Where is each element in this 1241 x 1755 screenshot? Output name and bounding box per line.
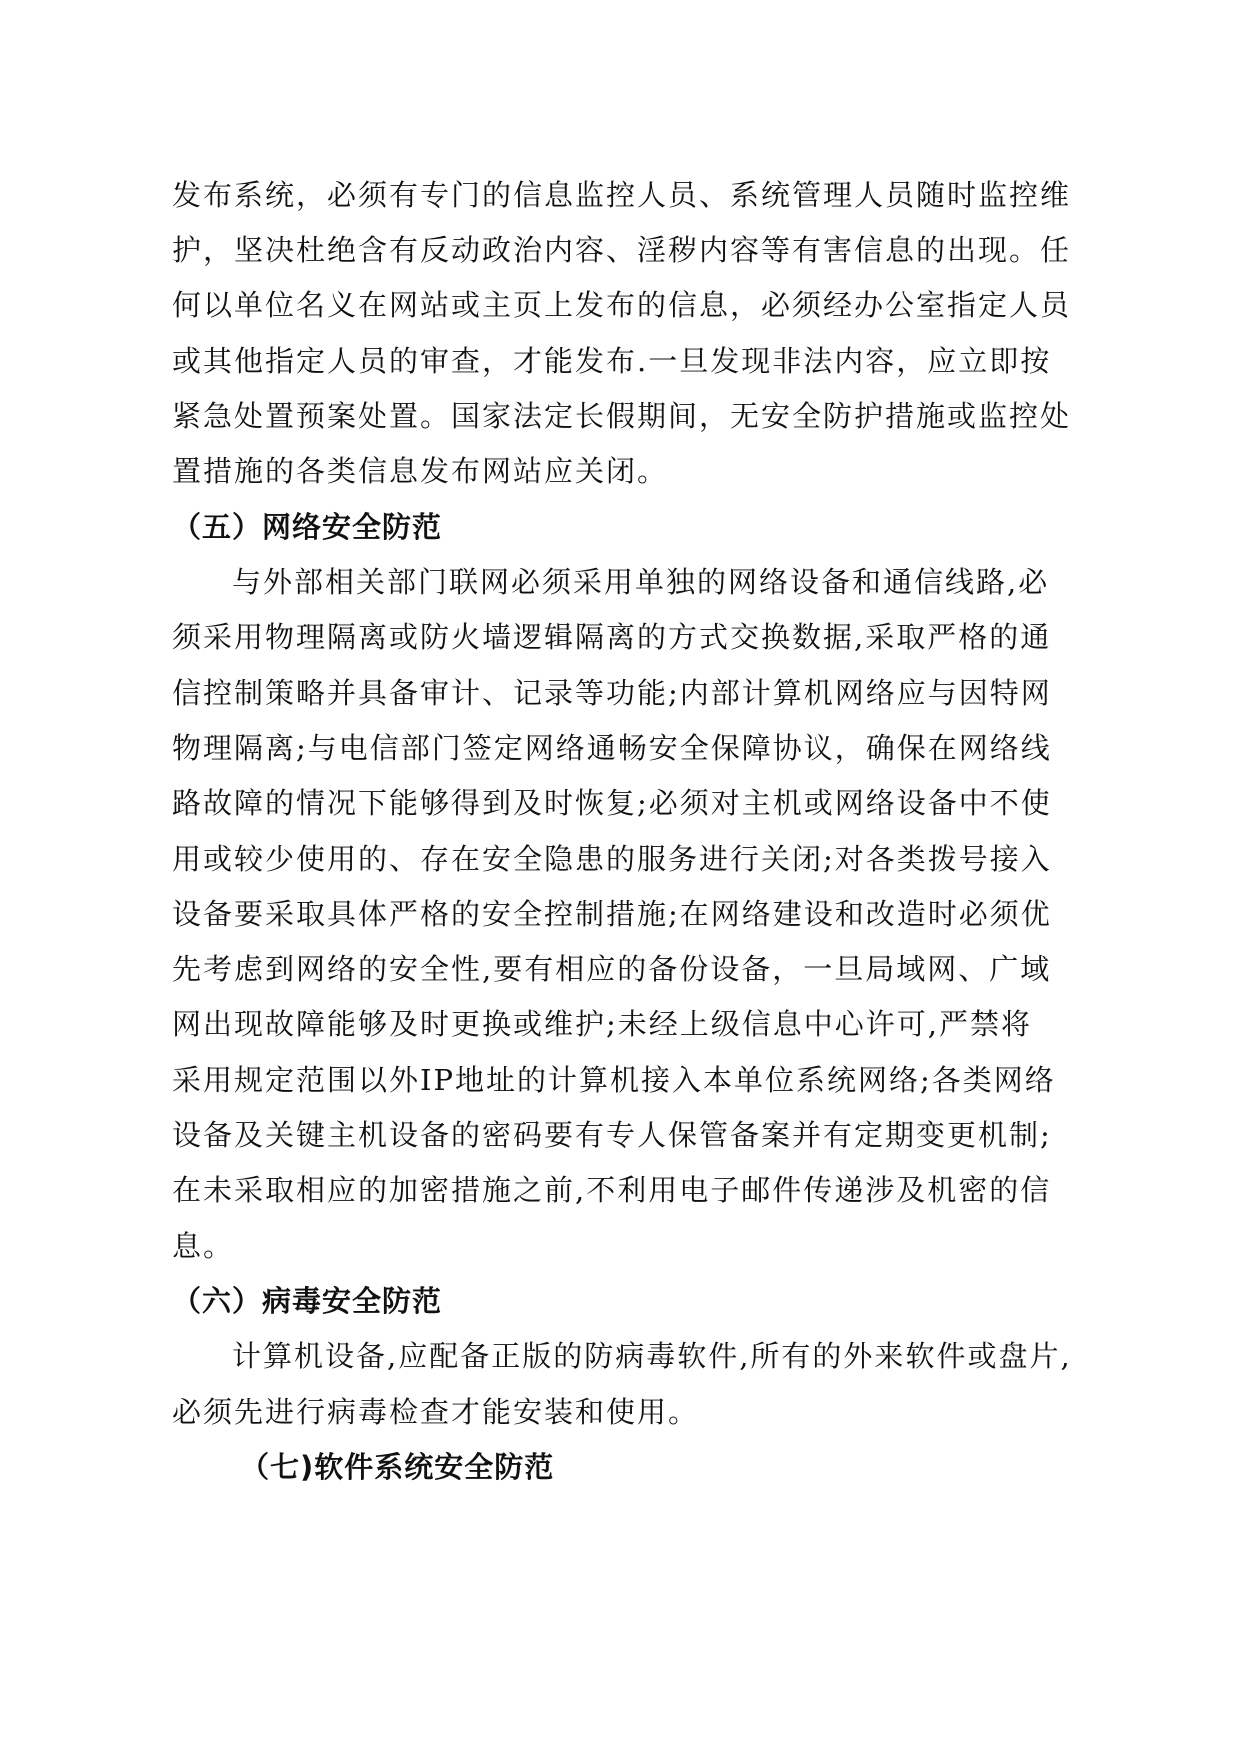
body-line: 在未采取相应的加密措施之前,不利用电子邮件传递涉及机密的信	[172, 1173, 1052, 1207]
body-line: 计算机设备,应配备正版的防病毒软件,所有的外来软件或盘片,	[232, 1339, 1072, 1373]
body-line: 采用规定范围以外IP地址的计算机接入本单位系统网络;各类网络	[172, 1063, 1056, 1097]
body-line: 先考虑到网络的安全性,要有相应的备份设备，一旦局域网、广域	[172, 952, 1052, 986]
body-line: 设备及关键主机设备的密码要有专人保管备案并有定期变更机制;	[172, 1118, 1052, 1152]
body-line: 用或较少使用的、存在安全隐患的服务进行关闭;对各类拨号接入	[172, 842, 1052, 876]
section-heading-6: （六）病毒安全防范	[172, 1284, 443, 1318]
body-line: 物理隔离;与电信部门签定网络通畅安全保障协议，确保在网络线	[172, 731, 1052, 765]
body-line: 紧急处置预案处置。国家法定长假期间，无安全防护措施或监控处	[172, 399, 1072, 433]
body-line: 置措施的各类信息发布网站应关闭。	[172, 454, 669, 488]
body-line: 何以单位名义在网站或主页上发布的信息，必须经办公室指定人员	[172, 288, 1072, 322]
body-line: 须采用物理隔离或防火墙逻辑隔离的方式交换数据,采取严格的通	[172, 620, 1052, 654]
body-line: 设备要采取具体严格的安全控制措施;在网络建设和改造时必须优	[172, 897, 1052, 931]
section-heading-5: （五）网络安全防范	[172, 510, 443, 544]
body-line: 息。	[172, 1229, 235, 1263]
body-line: 路故障的情况下能够得到及时恢复;必须对主机或网络设备中不使	[172, 786, 1052, 820]
body-line: 护，坚决杜绝含有反动政治内容、淫秽内容等有害信息的出现。任	[172, 233, 1072, 267]
body-line: 信控制策略并具备审计、记录等功能;内部计算机网络应与因特网	[172, 676, 1052, 710]
body-line: 发布系统，必须有专门的信息监控人员、系统管理人员随时监控维	[172, 178, 1072, 212]
body-line: 必须先进行病毒检查才能安装和使用。	[172, 1395, 700, 1429]
body-line: 或其他指定人员的审查，才能发布.一旦发现非法内容，应立即按	[172, 344, 1052, 378]
body-line: 与外部相关部门联网必须采用单独的网络设备和通信线路,必	[232, 565, 1050, 599]
section-heading-7: （七)软件系统安全防范	[240, 1450, 555, 1484]
body-line: 网出现故障能够及时更换或维护;未经上级信息中心许可,严禁将	[172, 1007, 1032, 1041]
